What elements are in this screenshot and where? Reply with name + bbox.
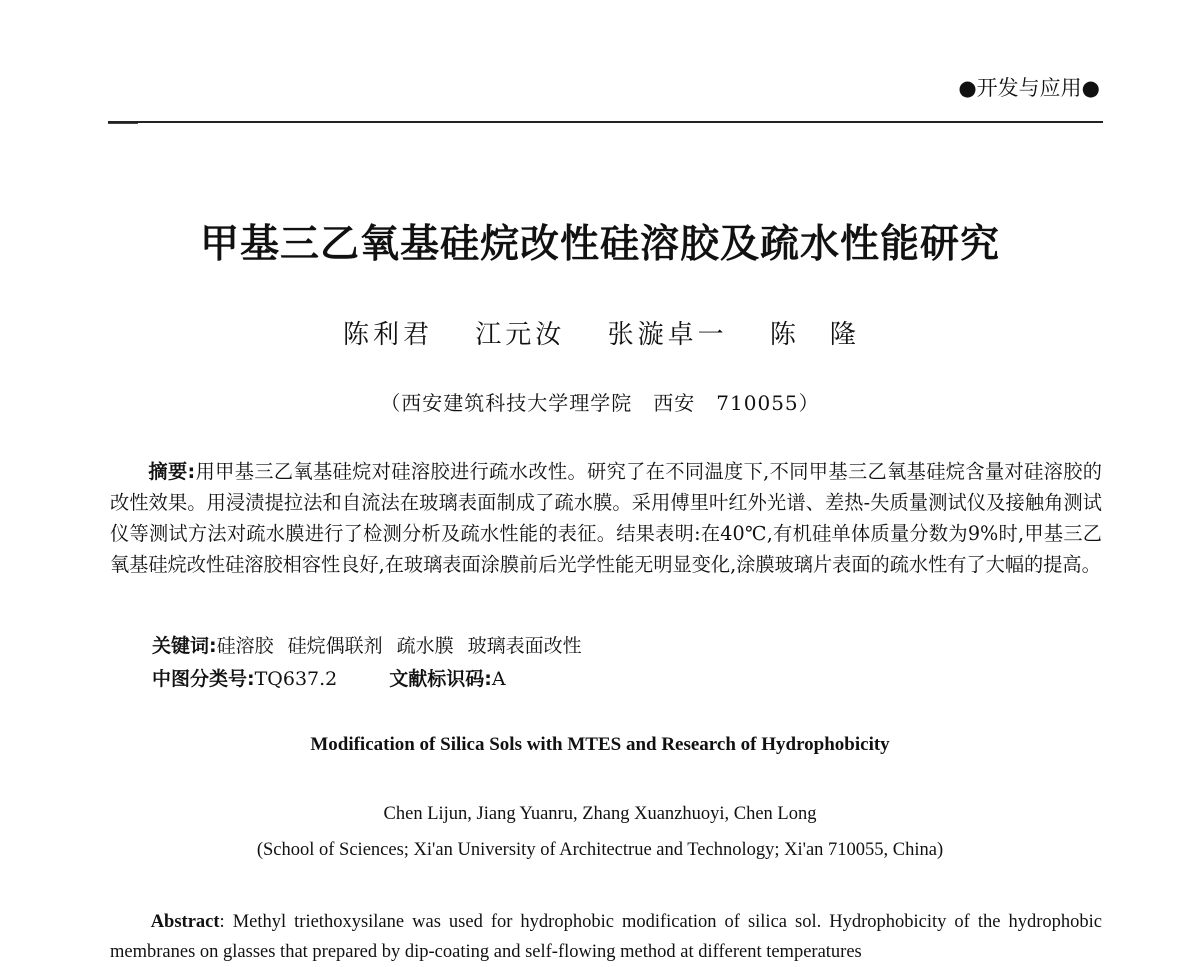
author-cn: 江元汝 [475, 320, 566, 350]
affiliation-en: (School of Sciences; Xi'an University of Architectrue and Technology; Xi'an 710055, China) [256, 840, 944, 860]
author-cn: 张漩卓一 [607, 320, 728, 350]
doc-code-value: A [491, 668, 506, 690]
keywords-cn [152, 631, 582, 658]
keyword: 硅溶胶 [216, 635, 274, 657]
keywords-label: 关键词: [152, 635, 217, 657]
authors-en: Chen Lijun, Jiang Yuanru, Zhang Xuanzhuoyi, Chen Long [383, 804, 817, 824]
abstract-cn-label: 摘要: [148, 460, 196, 483]
author-cn: 陈 隆 [769, 320, 860, 350]
author-cn: 陈利君 [343, 320, 434, 350]
keyword: 疏水膜 [396, 635, 454, 657]
paper-title-cn: 甲基三乙氧基硅烷改性硅溶胶及疏水性能研究 [199, 221, 1000, 267]
doc-code-label: 文献标识码: [389, 668, 492, 690]
authors-cn [343, 314, 894, 351]
affiliation-cn: （西安建筑科技大学理学院 西安 710055） [380, 391, 820, 415]
keyword: 硅烷偶联剂 [287, 635, 383, 657]
abstract-cn-text: 用甲基三乙氧基硅烷对硅溶胶进行疏水改性。研究了在不同温度下,不同甲基三乙氧基硅烷含量对硅溶胶的改性效果。用浸渍提拉法和自流法在玻璃表面制成了疏水膜。采用傅里叶红外光谱、差热-失质量测试仪及接触角测试仪等测试方法对疏水膜进行了检测分析及疏水性能的表征。结果表明:在40℃,有机硅单体质量分数为9%时,甲基三乙氧基硅烷改性硅溶胶相容性良好,在玻璃表面涂膜前后光学性能无明显变化,涂膜玻璃片表面的疏水性有了大幅的提高。 [110, 460, 1102, 576]
classification-line [152, 664, 506, 691]
header-rule [108, 121, 1103, 123]
abstract-en-label: Abstract [150, 912, 220, 932]
clc-label: 中图分类号: [152, 668, 255, 690]
keyword: 玻璃表面改性 [467, 635, 582, 657]
paper-title-en: Modification of Silica Sols with MTES and Research of Hydrophobicity [310, 734, 890, 755]
abstract-cn [110, 456, 1102, 580]
abstract-en [110, 907, 1102, 967]
header-rule-accent [108, 123, 138, 124]
section-tag: ●开发与应用● [958, 76, 1100, 100]
abstract-en-text: : Methyl triethoxysilane was used for hydrophobic modification of silica sol. Hydrophobicity of the hydrophobic membranes on glasses that prepared by dip-coating and self-flowing method at different temperatures [110, 912, 1102, 962]
clc-value: TQ637.2 [254, 668, 338, 690]
